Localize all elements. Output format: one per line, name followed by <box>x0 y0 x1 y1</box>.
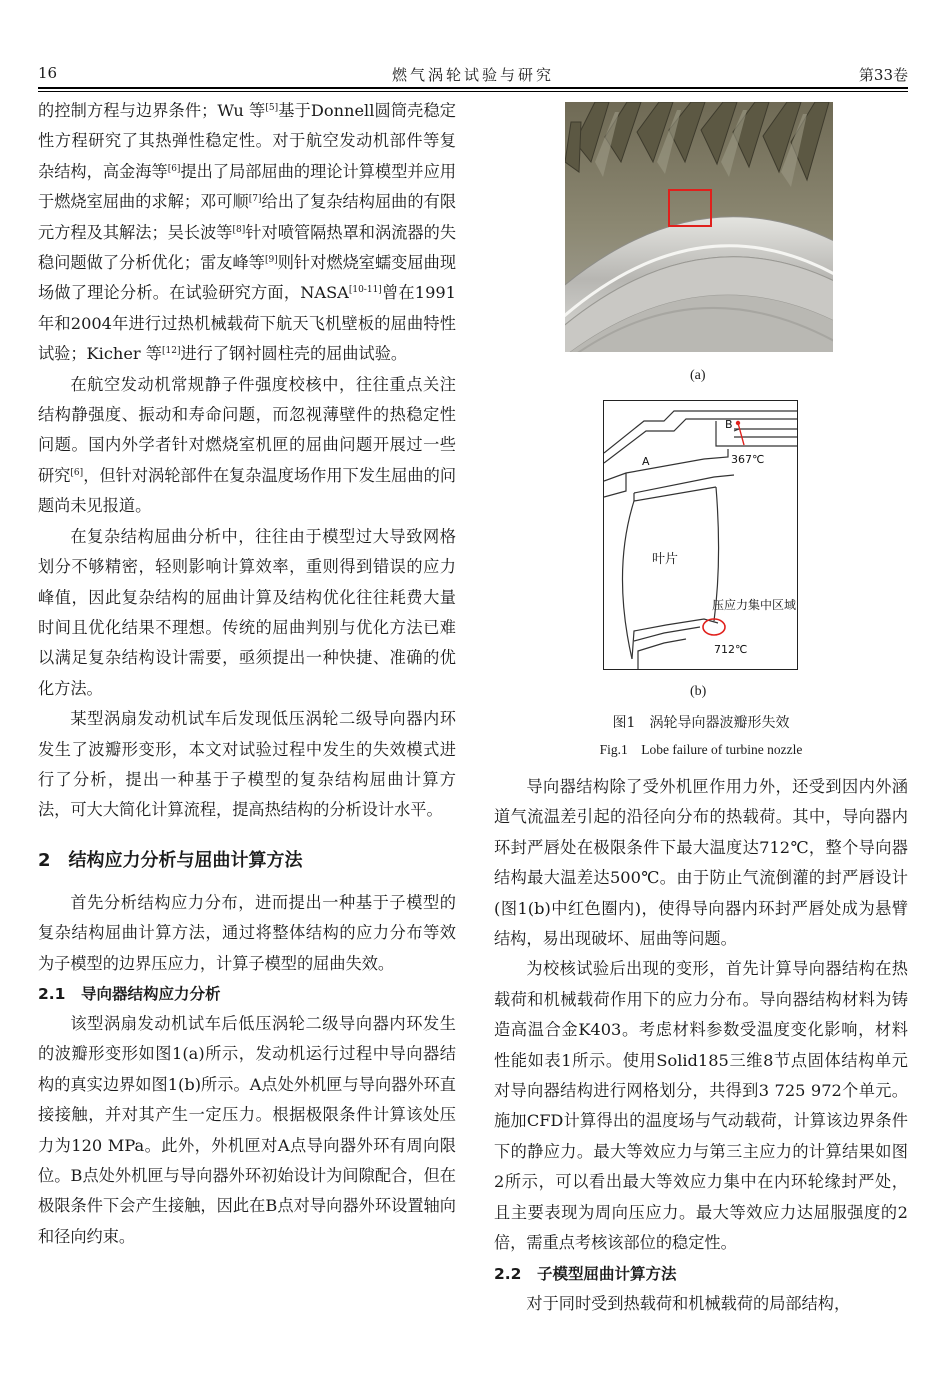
paragraph-submodel: 对于同时受到热载荷和机械载荷的局部结构， <box>526 1293 851 1313</box>
volume-label: 第33卷 <box>858 66 908 84</box>
figure-1b-schematic <box>603 400 798 670</box>
paragraph-refs: 的控制方程与边界条件；Wu 等[5]基于Donnell圆筒壳稳定性方程研究了其热弹性稳定性。对于航空发动机部件等复杂结构，高金海等[6]提出了局部屈曲的理论计算模型并应用于燃烧室屈曲的求解；邓可顺[7]给出了复杂结构屈曲的有限元方程及其解法；吴长波等[8]针对喷管隔热罩和涡流器的失稳问题做了分析优化；雷友峰等[9]则针对燃烧室蠕变屈曲现场做了理论分析。在试验研究方面，NASA[10-11]曾在1991年和2004年进行过热机械载荷下航天飞机壁板的屈曲特性试验；Kicher 等[12]进行了钢衬圆柱壳的屈曲试验。 <box>38 101 457 364</box>
running-header <box>38 60 908 86</box>
left-column <box>38 96 456 1252</box>
figure-1a-label: (a) <box>690 368 706 383</box>
section-2-heading: 2 结构应力分析与屈曲计算方法 <box>38 849 303 871</box>
stress-concentration-label: 压应力集中区域 <box>712 598 797 612</box>
point-b-marker <box>736 421 740 425</box>
paragraph-stress-analysis: 该型涡扇发动机试车后低压涡轮二级导向器内环发生的波瓣形变形如图1(a)所示，发动机运行过程中导向器结构的真实边界如图1(b)所示。A点处外机匣与导向器外环直接接触，并对其产生一定压力。根据极限条件计算该处压力为120 MPa。此外，外机匣对A点导向器外环有周向限位。B点处外机匣与导向器外环初始设计为间隙配合，但在极限条件下会产生接触，因此在B点对导向器外环设置轴向和径向约束。 <box>38 1013 456 1246</box>
right-column <box>494 772 908 1319</box>
paragraph-buckling-analysis: 在复杂结构屈曲分析中，往往由于模型过大导致网格划分不够精密，轻则影响计算效率，重则得到错误的应力峰值，因此复杂结构的屈曲计算及结构优化往往耗费大量时间且优化结果不理想。传统的屈曲判别与优化方法已难以满足复杂结构设计需要，亟须提出一种快捷、准确的优化方法。 <box>38 526 456 698</box>
figure-1-caption-en: Fig.1 Lobe failure of turbine nozzle <box>599 742 803 757</box>
section-2-2-heading: 2.2 子模型屈曲计算方法 <box>494 1264 677 1283</box>
blade-label: 叶片 <box>652 552 679 567</box>
point-a-label: A <box>642 455 650 468</box>
figure-1a-photo <box>565 102 833 352</box>
figure-1b-label: (b) <box>690 684 707 699</box>
point-b-temperature: 367℃ <box>731 453 765 466</box>
paragraph-section-2-intro: 首先分析结构应力分布，进而提出一种基于子模型的复杂结构屈曲计算方法，通过将整体结构的应力分布等效为子模型的边界压应力，计算子模型的屈曲失效。 <box>38 892 456 973</box>
journal-title: 燃气涡轮试验与研究 <box>391 66 554 84</box>
nozzle-section-drawing <box>604 401 797 669</box>
section-2-1-heading: 2.1 导向器结构应力分析 <box>38 984 221 1003</box>
paragraph-engine-check: 在航空发动机常规静子件强度校核中，往往重点关注结构静强度、振动和寿命问题，而忽视薄壁件的热稳定性问题。国内外学者针对燃烧室机匣的屈曲问题开展过一些研究[6]，但针对涡轮部件在复杂温度场作用下发生屈曲的问题尚未见报道。 <box>38 374 457 516</box>
header-rule <box>38 87 908 92</box>
paragraph-thermal-load: 导向器结构除了受外机匣作用力外，还受到因内外涵道气流温差引起的沿径向分布的热载荷。其中，导向器内环封严唇处在极限条件下最大温度达712℃，整个导向器结构最大温差达500℃。由于防止气流倒灌的封严唇设计(图1(b)中红色圈内)，使得导向器内环封严唇处成为悬臂结构，易出现破坏、屈曲等问题。 <box>494 777 908 949</box>
paragraph-stress-calc: 为校核试验后出现的变形，首先计算导向器结构在热载荷和机械载荷作用下的应力分布。导向器结构材料为铸造高温合金K403。考虑材料参数受温度变化影响，材料性能如表1所示。使用Solid185三维8节点固体结构单元对导向器结构进行网格划分，共得到3 725 972个单元。施加CFD计算得出的温度场与气动载荷，计算该边界条件下的静应力。最大等效应力与第三主应力的计算结果如图2所示，可以看出最大等效应力集中在内环轮缘封严处，且主要表现为周向压应力。最大等效应力达屈服强度的2倍，需重点考核该部位的稳定性。 <box>494 959 908 1253</box>
point-b-label: B <box>725 418 733 431</box>
nozzle-photo-drawing <box>565 102 833 352</box>
paragraph-this-paper: 某型涡扇发动机试车后发现低压涡轮二级导向器内环发生了波瓣形变形，本文对试验过程中发生的失效模式进行了分析，提出一种基于子模型的复杂结构屈曲计算方法，可大大简化计算流程，提高热结构的分析设计水平。 <box>38 709 456 820</box>
seal-lip-temperature: 712℃ <box>714 643 748 656</box>
page-number: 16 <box>38 64 58 82</box>
figure-1-caption-cn: 图1 涡轮导向器波瓣形失效 <box>612 715 790 731</box>
point-b-arrow <box>738 423 744 445</box>
